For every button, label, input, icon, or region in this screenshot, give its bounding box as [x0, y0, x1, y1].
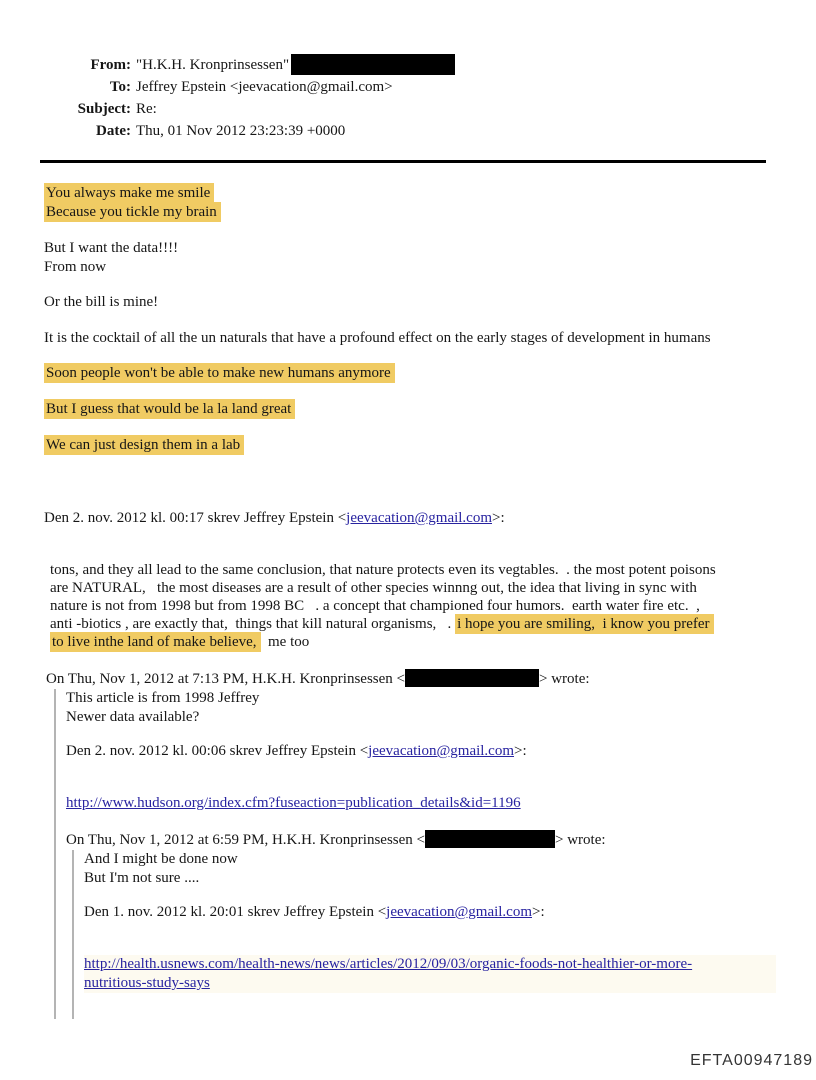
attribution-text: Den 2. nov. 2012 kl. 00:17 skrev Jeffrey Epstein < [44, 510, 347, 526]
header-row-to [40, 76, 776, 98]
header-label-date: Date: [96, 123, 131, 139]
paragraph-line: It is the cocktail of all the un naturals that have a profound effect on the early stages of development in humans [44, 330, 711, 346]
email-link[interactable]: jeevacation@gmail.com [368, 743, 515, 759]
header-value-to: Jeffrey Epstein <jeevacation@gmail.com> [136, 79, 393, 95]
email-link[interactable]: jeevacation@gmail.com [386, 904, 533, 920]
spacer [84, 993, 776, 1019]
paragraph-line [50, 615, 776, 633]
paragraph-line [50, 633, 776, 651]
highlighted-text: Because you tickle my brain [44, 202, 221, 222]
attribution-text: >: [514, 743, 527, 759]
highlighted-text: Soon people won't be able to make new humans anymore [44, 363, 395, 383]
paragraph-line: nature is not from 1998 but from 1998 BC . a concept that championed four humors. earth water fire etc. , [50, 598, 700, 614]
spacer [66, 727, 776, 742]
spacer [84, 922, 776, 955]
attribution-text: Den 1. nov. 2012 kl. 20:01 skrev Jeffrey Epstein < [84, 904, 387, 920]
quote-level-1 [54, 689, 776, 1019]
header-value-date: Thu, 01 Nov 2012 23:23:39 +0000 [136, 123, 346, 139]
article-link-usnews[interactable]: nutritious-study-says [84, 975, 210, 991]
link-line [66, 794, 776, 813]
redaction-box [405, 669, 539, 687]
spacer [66, 813, 776, 830]
attribution-line [84, 903, 776, 922]
email-header [40, 54, 776, 142]
article-link-usnews[interactable]: http://health.usnews.com/health-news/news/articles/2012/09/03/organic-foods-not-healthier-or-more- [84, 956, 693, 972]
spacer [84, 888, 776, 903]
quoted-line: This article is from 1998 Jeffrey [66, 690, 260, 706]
spacer [44, 419, 776, 436]
spacer [44, 651, 776, 669]
attribution-text: On Thu, Nov 1, 2012 at 7:13 PM, H.K.H. Kronprinsessen < [46, 671, 406, 687]
attribution-text: Den 2. nov. 2012 kl. 00:06 skrev Jeffrey Epstein < [66, 743, 369, 759]
attribution-text: > wrote: [539, 671, 590, 687]
quoted-paragraph [50, 561, 776, 651]
redaction-box [425, 830, 555, 848]
redaction-box [291, 54, 455, 75]
spacer [44, 348, 776, 364]
header-label-from: From: [90, 57, 131, 73]
bates-number: EFTA00947189 [690, 1052, 813, 1069]
header-value-from [136, 54, 776, 76]
quote-level-2 [72, 850, 776, 1019]
link-line-part [84, 955, 776, 974]
quoted-line: But I'm not sure .... [84, 870, 200, 886]
header-row-date [40, 120, 776, 142]
header-label-subject: Subject: [77, 101, 131, 117]
quoted-line: Newer data available? [66, 709, 200, 725]
paragraph-text: anti -biotics , are exactly that, things that kill natural organisms, . [50, 616, 456, 632]
paragraph-line [44, 184, 776, 203]
paragraph-line: From now [44, 259, 107, 275]
highlighted-text: But I guess that would be la la land great [44, 399, 295, 419]
spacer [44, 277, 776, 293]
attribution-text: >: [492, 510, 505, 526]
spacer [44, 455, 776, 509]
attribution-line [66, 830, 776, 850]
paragraph-text: me too [260, 634, 310, 650]
attribution-text: On Thu, Nov 1, 2012 at 6:59 PM, H.K.H. Kronprinsessen < [66, 832, 426, 848]
spacer [66, 761, 776, 794]
from-sender-name: "H.K.H. Kronprinsessen" [136, 57, 290, 73]
attribution-line [66, 742, 776, 761]
header-row-subject [40, 98, 776, 120]
message-body [44, 184, 776, 1019]
highlighted-text: You always make me smile [44, 183, 214, 203]
spacer [44, 312, 776, 329]
attribution-line [44, 509, 776, 528]
paragraph-line [44, 203, 776, 222]
paragraph-line: are NATURAL, the most diseases are a result of other species winnng out, the idea that living in sync with [50, 580, 697, 596]
attribution-text: >: [532, 904, 545, 920]
attribution-text: > wrote: [555, 832, 606, 848]
paragraph-line [44, 364, 776, 383]
article-link-hudson[interactable]: http://www.hudson.org/index.cfm?fuseaction=publication_details&id=1196 [66, 795, 521, 811]
paragraph-line: Or the bill is mine! [44, 294, 159, 310]
paragraph-line [44, 436, 776, 455]
spacer [44, 528, 776, 561]
email-link[interactable]: jeevacation@gmail.com [346, 510, 493, 526]
highlighted-text: to live inthe land of make believe, [50, 632, 261, 652]
highlighted-text: We can just design them in a lab [44, 435, 244, 455]
spacer [44, 222, 776, 239]
attribution-line [46, 669, 776, 689]
header-row-from [40, 54, 776, 76]
paragraph-line: But I want the data!!!! [44, 240, 179, 256]
link-line-part [84, 974, 776, 993]
highlighted-text: i hope you are smiling, i know you prefer [455, 614, 713, 634]
link-line [84, 955, 776, 993]
spacer [44, 383, 776, 400]
paragraph-line: tons, and they all lead to the same conclusion, that nature protects even its vegtables. . the most potent poisons [50, 562, 716, 578]
header-value-subject: Re: [136, 101, 157, 117]
quoted-line: And I might be done now [84, 851, 238, 867]
header-label-to: To: [109, 79, 131, 95]
paragraph-line [44, 400, 776, 419]
divider-rule [40, 160, 766, 163]
